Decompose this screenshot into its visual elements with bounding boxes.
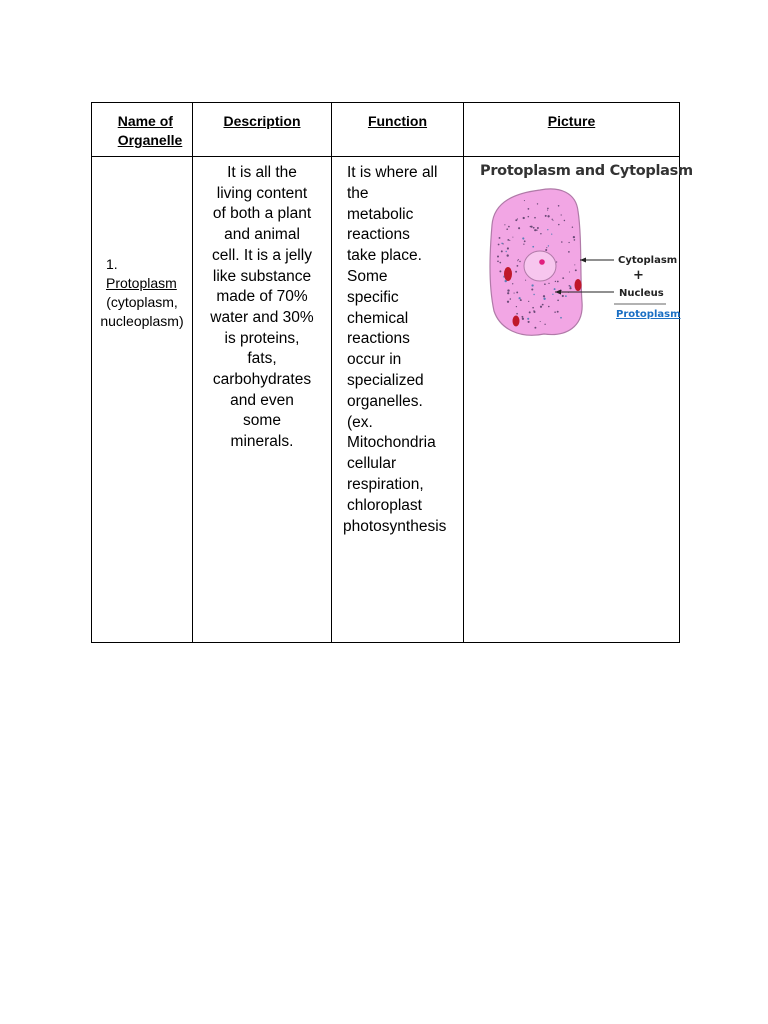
function-line: take place. xyxy=(347,247,422,265)
granule xyxy=(531,226,533,228)
granule xyxy=(515,219,517,221)
function-line: respiration, xyxy=(347,475,424,493)
description-line: made of 70% xyxy=(216,288,308,306)
granule xyxy=(544,283,546,285)
granule xyxy=(574,239,576,241)
granule xyxy=(521,316,523,318)
granule xyxy=(507,301,509,303)
granule xyxy=(560,317,562,319)
granule xyxy=(497,260,499,262)
granule xyxy=(516,291,518,293)
organelle-table xyxy=(91,102,693,643)
granule xyxy=(557,281,559,283)
granule xyxy=(548,245,549,246)
granule xyxy=(517,260,518,261)
granule xyxy=(568,251,570,253)
granule xyxy=(531,284,533,286)
granule xyxy=(543,295,545,297)
header-name-line2: Organelle xyxy=(117,132,183,148)
granule xyxy=(499,270,501,272)
granule xyxy=(543,298,545,300)
granule xyxy=(516,313,518,315)
description-cell xyxy=(193,157,332,643)
granule xyxy=(498,244,500,246)
granule xyxy=(555,281,556,282)
granule xyxy=(573,236,575,238)
granule xyxy=(544,324,545,325)
granule xyxy=(501,243,502,244)
organelle-name-cell xyxy=(92,157,193,643)
granule xyxy=(569,285,571,287)
function-line: reactions xyxy=(347,330,410,348)
function-line: Mitochondria xyxy=(347,434,436,452)
description-line: It is all the xyxy=(227,164,297,181)
function-line: It is where all xyxy=(347,164,438,181)
function-line: cellular xyxy=(347,455,397,473)
granule xyxy=(507,289,509,291)
granule xyxy=(519,261,520,262)
function-line: organelles. xyxy=(347,392,423,410)
picture-title: Protoplasm and Cytoplasm xyxy=(480,163,693,179)
granule xyxy=(522,237,524,239)
granule xyxy=(528,301,529,302)
function-line: reactions xyxy=(347,226,410,244)
description-line: carbohydrates xyxy=(212,371,312,389)
organelle-alt-name-2: nucleoplasm) xyxy=(100,313,184,329)
granule xyxy=(556,261,557,262)
granule xyxy=(534,217,536,219)
granule xyxy=(504,224,505,225)
organelle-alt-name-1: (cytoplasm, xyxy=(106,294,178,310)
organelle-red-right xyxy=(575,279,582,291)
granule xyxy=(537,227,539,229)
header-description-label: Description xyxy=(223,113,301,129)
granule xyxy=(547,229,548,230)
granule xyxy=(537,203,538,204)
nucleus xyxy=(524,251,556,281)
description-line: cell. It is a jelly xyxy=(212,246,312,264)
granule xyxy=(561,214,562,215)
picture-cell xyxy=(464,157,693,643)
header-picture xyxy=(464,103,680,157)
function-line: photosynthesis xyxy=(343,517,447,535)
organelle-red-left xyxy=(504,267,512,281)
granule xyxy=(510,298,512,300)
granule xyxy=(523,217,525,219)
function-line: occur in xyxy=(347,351,402,369)
function-line: specific xyxy=(347,288,399,306)
granule xyxy=(532,307,534,309)
granule xyxy=(542,304,544,306)
granule xyxy=(524,200,525,201)
granule xyxy=(534,327,536,329)
granule xyxy=(499,262,501,264)
cell-illustration xyxy=(482,187,681,339)
granule xyxy=(507,254,509,256)
organelle-red-bottom xyxy=(513,316,520,327)
description-line: some xyxy=(243,412,281,430)
header-picture-label: Picture xyxy=(547,113,596,129)
granule xyxy=(557,311,559,313)
granule xyxy=(534,311,535,312)
granule xyxy=(520,299,522,301)
granule xyxy=(512,283,513,284)
granule xyxy=(532,246,534,248)
granule xyxy=(551,233,552,234)
granule xyxy=(554,311,556,313)
granule xyxy=(508,226,510,228)
granule xyxy=(517,265,519,267)
function-line: chemical xyxy=(347,309,409,327)
granule xyxy=(518,227,520,229)
granule xyxy=(574,264,575,265)
function-line: the xyxy=(347,184,369,202)
granule xyxy=(516,306,517,307)
granule xyxy=(512,237,513,238)
granule xyxy=(562,295,564,297)
header-name-line1: Name of xyxy=(117,113,173,129)
granule xyxy=(540,233,541,234)
header-row xyxy=(92,103,680,157)
granule xyxy=(557,299,559,301)
granule xyxy=(548,306,550,308)
granule xyxy=(562,277,564,279)
granule xyxy=(575,269,577,271)
granule xyxy=(540,321,541,322)
header-function xyxy=(332,103,464,157)
granule xyxy=(501,250,503,252)
granule xyxy=(540,306,542,308)
function-cell xyxy=(332,157,464,643)
granule xyxy=(558,224,559,225)
granule xyxy=(524,240,526,242)
granule xyxy=(533,227,535,229)
description-line: and animal xyxy=(224,226,300,244)
granule xyxy=(523,244,524,245)
granule xyxy=(554,288,556,290)
granule xyxy=(507,247,509,249)
header-description xyxy=(193,103,332,157)
granule xyxy=(528,321,530,323)
nucleolus xyxy=(539,259,545,265)
granule xyxy=(509,240,510,241)
description-line: and even xyxy=(230,391,294,409)
granule xyxy=(508,239,510,241)
granule xyxy=(545,249,547,251)
granule xyxy=(572,226,573,227)
granule xyxy=(547,215,549,217)
granule xyxy=(519,297,521,299)
granule xyxy=(548,283,549,284)
label-protoplasm: Protoplasm xyxy=(616,309,681,320)
granule xyxy=(552,220,553,221)
granule xyxy=(565,295,567,297)
granule xyxy=(547,208,549,210)
granule xyxy=(515,271,517,273)
function-line: metabolic xyxy=(347,205,414,223)
description-line: of both a plant xyxy=(212,205,312,223)
function-line: Some xyxy=(347,267,388,285)
row-number: 1. xyxy=(106,256,118,272)
granule xyxy=(546,247,547,248)
function-line: specialized xyxy=(347,371,424,389)
function-line: chloroplast xyxy=(347,496,422,514)
granule xyxy=(558,205,560,207)
organelle-name: Protoplasm xyxy=(106,275,177,291)
granule xyxy=(529,311,531,313)
granule xyxy=(525,280,526,281)
description-line: minerals. xyxy=(230,433,294,451)
granule xyxy=(528,208,530,210)
label-cytoplasm: Cytoplasm xyxy=(618,255,678,266)
granule xyxy=(568,242,569,243)
granule xyxy=(506,228,508,230)
description-line: living content xyxy=(216,184,308,202)
granule xyxy=(527,318,529,320)
description-line: is proteins, xyxy=(224,329,300,347)
granule xyxy=(564,220,565,221)
header-function-label: Function xyxy=(367,113,428,129)
granule xyxy=(552,219,553,220)
granule xyxy=(569,271,570,272)
granule xyxy=(531,288,533,290)
granule xyxy=(522,318,524,320)
granule xyxy=(533,294,534,295)
description-line: fats, xyxy=(247,350,277,368)
granule xyxy=(534,229,536,231)
granule xyxy=(497,255,499,257)
label-plus: + xyxy=(633,268,644,283)
granule xyxy=(569,287,571,289)
function-line: (ex. xyxy=(347,413,373,431)
granule xyxy=(561,241,563,243)
granule xyxy=(536,229,538,231)
header-name-of-organelle xyxy=(92,103,193,157)
description-line: water and 30% xyxy=(210,308,314,326)
granule xyxy=(552,294,553,295)
granule xyxy=(507,292,509,294)
granule xyxy=(517,218,518,219)
granule xyxy=(528,216,530,218)
label-nucleus: Nucleus xyxy=(619,288,664,299)
granule xyxy=(547,210,548,211)
granule xyxy=(499,237,501,239)
description-line: like substance xyxy=(212,267,312,285)
granule xyxy=(505,251,506,252)
table-row xyxy=(92,157,680,643)
granule xyxy=(545,215,547,217)
granule xyxy=(514,293,515,294)
granule xyxy=(518,259,519,260)
